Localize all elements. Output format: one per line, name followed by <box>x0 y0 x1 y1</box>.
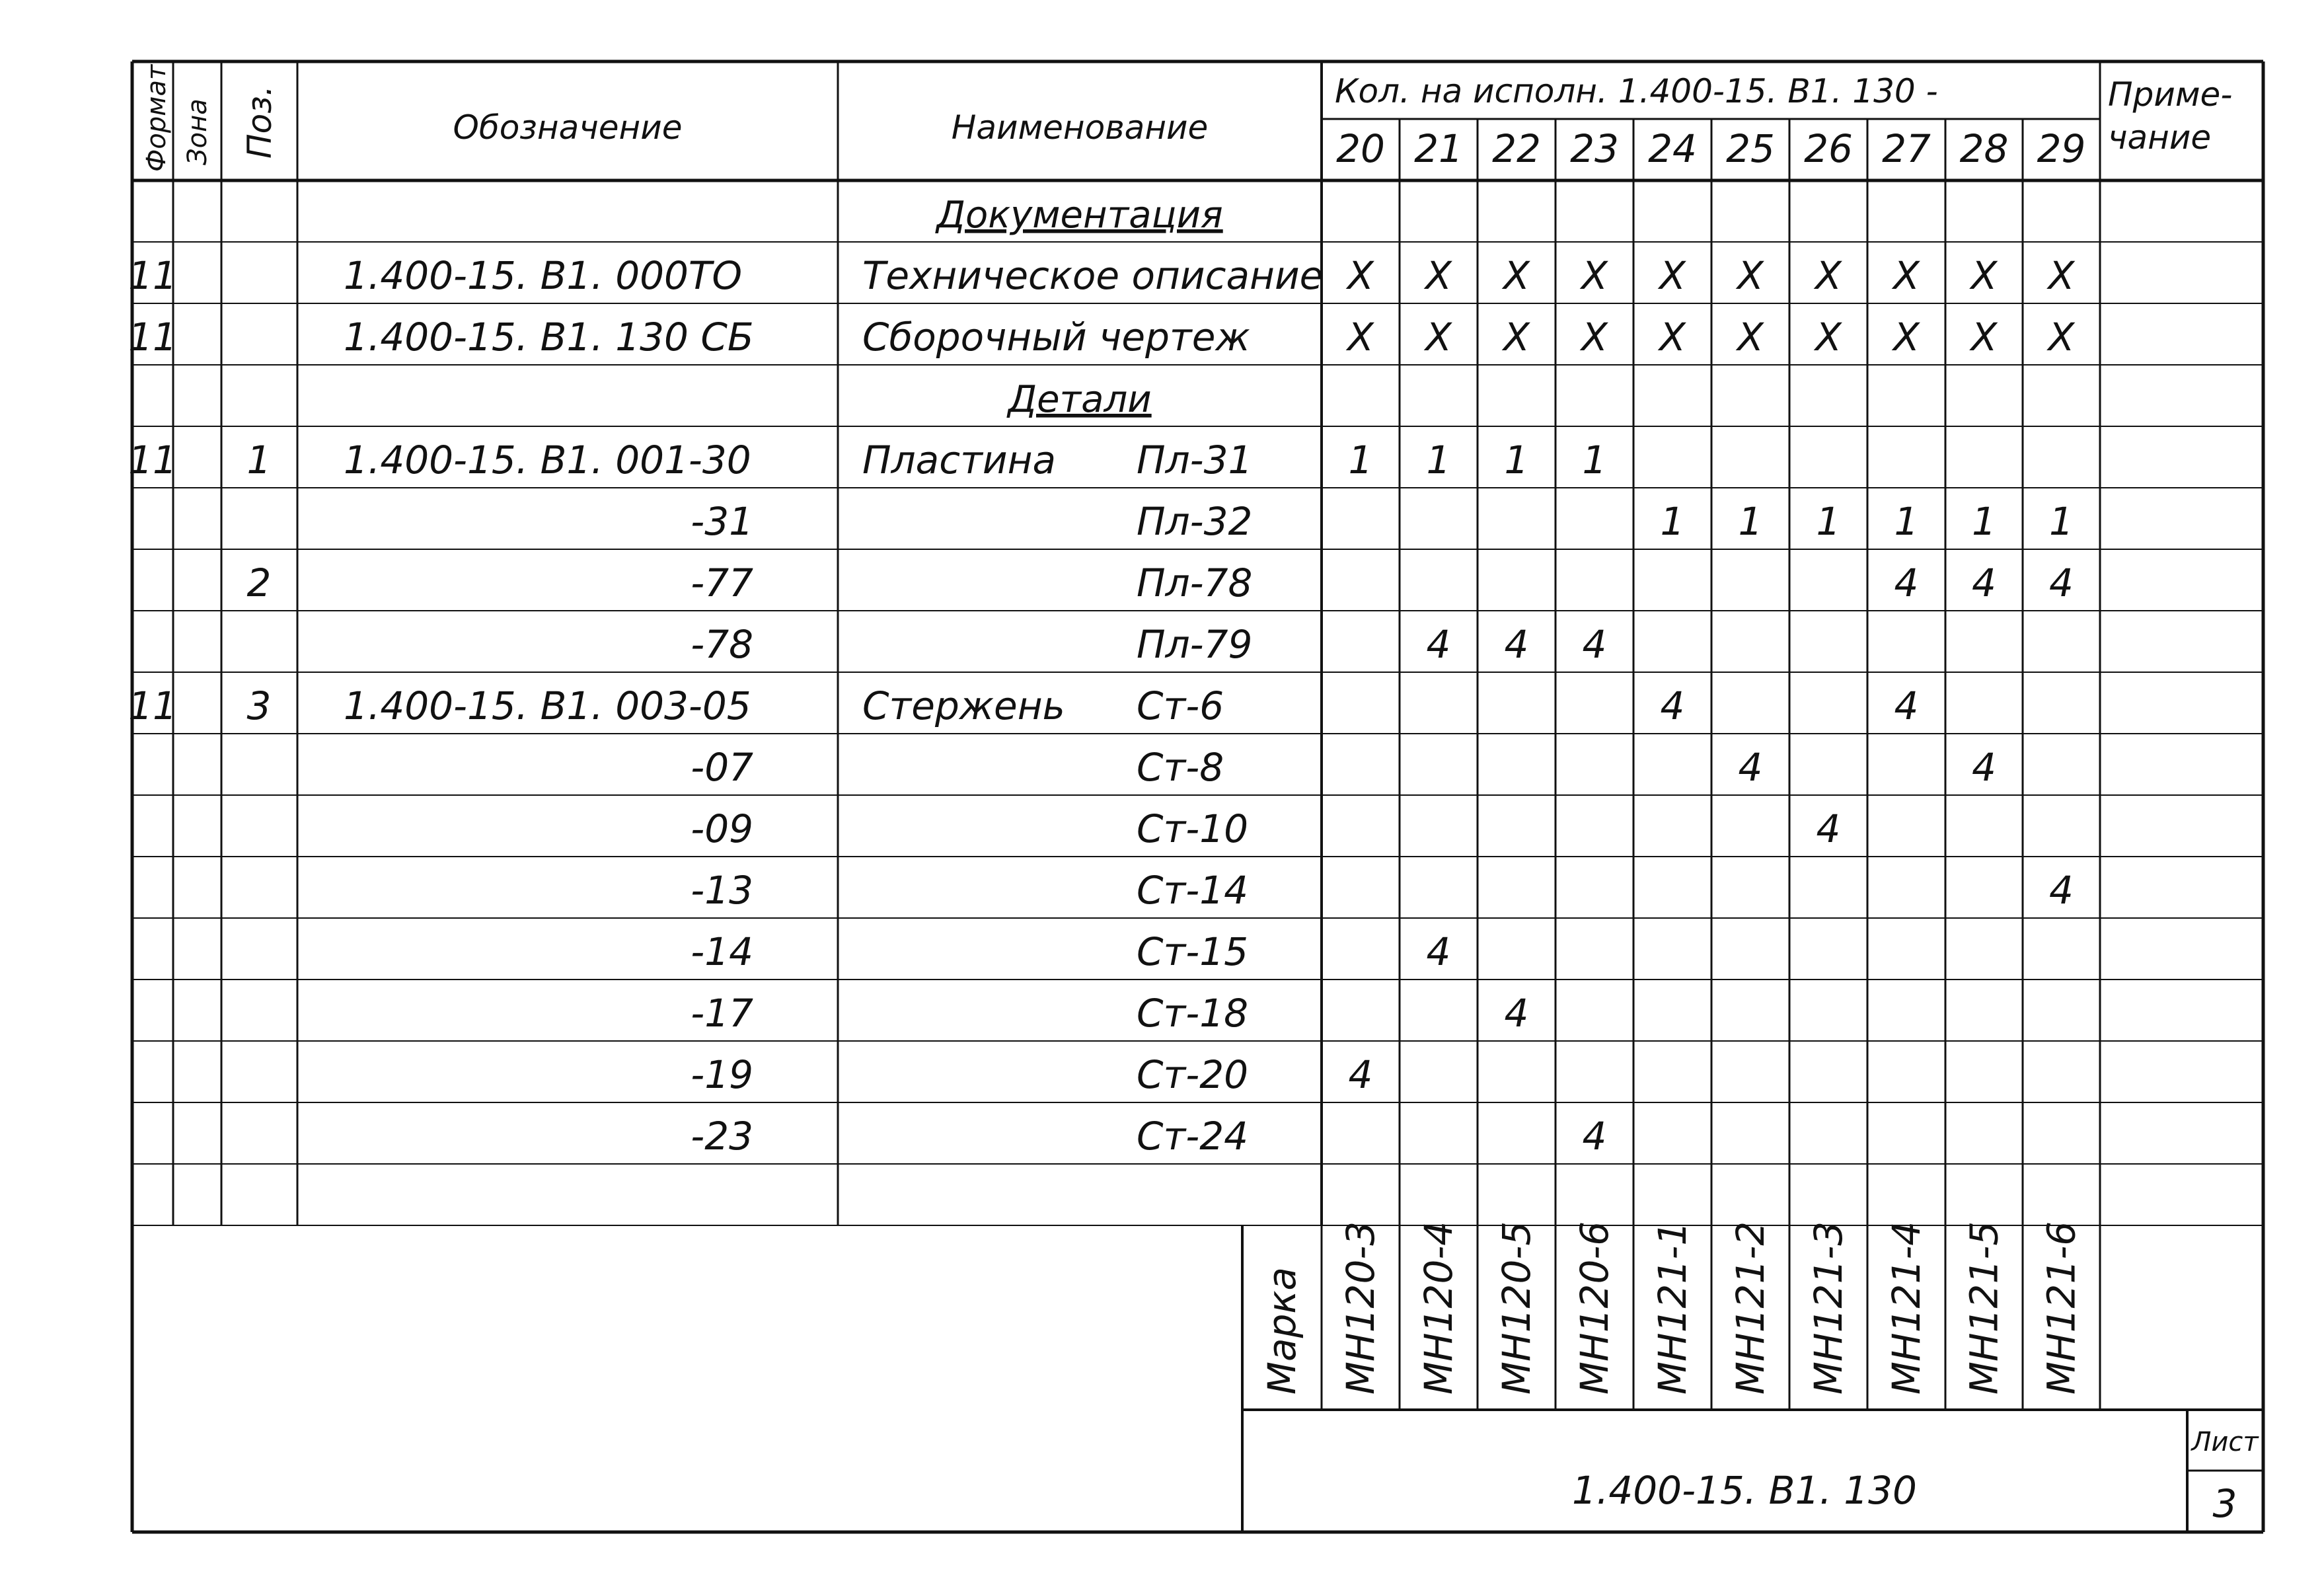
row-2-name: Сборочный чертеж <box>862 315 1250 360</box>
row-2-qty-22: X <box>1503 315 1530 360</box>
row-6-pos: 2 <box>246 560 272 605</box>
row-4-qty-21: 1 <box>1426 438 1451 482</box>
row-2-qty-28: X <box>1970 315 1998 360</box>
header-zone: Зона <box>182 98 213 165</box>
row-2-format: 11 <box>128 315 177 360</box>
row-15-mark: Ст-24 <box>1137 1114 1249 1159</box>
row-8-pos: 3 <box>246 683 272 728</box>
row-11-qty-29: 4 <box>2049 868 2074 913</box>
row-10-mark: Ст-10 <box>1137 806 1249 851</box>
row-9-qty-25: 4 <box>1738 745 1763 790</box>
row-13-qty-22: 4 <box>1504 991 1529 1036</box>
row-1-qty-28: X <box>1970 253 1998 298</box>
header-name: Наименование <box>951 108 1209 147</box>
row-6-designation: -77 <box>691 560 753 605</box>
marka-МН121-1: МН121-1 <box>1650 1221 1695 1395</box>
row-6-mark: Пл-78 <box>1137 560 1253 605</box>
row-13-mark: Ст-18 <box>1137 991 1249 1036</box>
row-7-qty-22: 4 <box>1504 622 1529 667</box>
row-2-qty-25: X <box>1737 315 1764 360</box>
row-7-designation: -78 <box>691 622 753 667</box>
section-Документация: Документация <box>936 194 1223 237</box>
row-1-qty-25: X <box>1737 253 1764 298</box>
marka-МН121-3: МН121-3 <box>1806 1221 1851 1395</box>
document-designation: 1.400-15. В1. 130 <box>1572 1468 1917 1513</box>
marka-МН120-4: МН120-4 <box>1416 1221 1461 1395</box>
row-2-designation: 1.400-15. В1. 130 СБ <box>344 315 754 360</box>
row-13-designation: -17 <box>691 991 753 1036</box>
row-8-qty-24: 4 <box>1660 683 1685 728</box>
row-14-designation: -19 <box>691 1052 753 1097</box>
marka-row <box>1259 1221 2084 1395</box>
marka-МН121-4: МН121-4 <box>1884 1221 1929 1395</box>
marka-МН120-6: МН120-6 <box>1572 1221 1617 1395</box>
row-5-qty-29: 1 <box>2049 499 2074 544</box>
row-1-qty-27: X <box>1893 253 1920 298</box>
row-4-format: 11 <box>128 438 177 482</box>
row-8-format: 11 <box>128 683 177 728</box>
header-qty-title: Кол. на исполн. 1.400-15. В1. 130 - <box>1335 72 1938 110</box>
row-1-qty-26: X <box>1815 253 1842 298</box>
row-14-mark: Ст-20 <box>1137 1052 1249 1097</box>
row-1-name: Техническое описание <box>862 253 1324 298</box>
row-12-qty-21: 4 <box>1426 929 1451 974</box>
row-7-qty-21: 4 <box>1426 622 1451 667</box>
row-1-qty-21: X <box>1425 253 1452 298</box>
row-8-qty-27: 4 <box>1894 683 1919 728</box>
header-variant-28: 28 <box>1959 126 2009 171</box>
row-6-qty-29: 4 <box>2049 560 2074 605</box>
row-4-qty-20: 1 <box>1348 438 1373 482</box>
row-5-qty-25: 1 <box>1738 499 1763 544</box>
row-5-mark: Пл-32 <box>1137 499 1253 544</box>
row-14-qty-20: 4 <box>1348 1052 1373 1097</box>
header-variant-23: 23 <box>1570 126 1619 171</box>
row-5-designation: -31 <box>691 499 753 544</box>
header-designation: Обозначение <box>453 108 683 147</box>
row-15-qty-23: 4 <box>1582 1114 1607 1159</box>
row-1-format: 11 <box>128 253 177 298</box>
row-2-qty-29: X <box>2048 315 2075 360</box>
header-note-line-1: чание <box>2108 118 2212 157</box>
header-variant-29: 29 <box>2037 126 2086 171</box>
header-format: Формат <box>141 64 172 172</box>
row-1-designation: 1.400-15. В1. 000ТО <box>344 253 742 298</box>
row-11-designation: -13 <box>691 868 753 913</box>
row-4-mark: Пл-31 <box>1137 438 1253 482</box>
header-variant-27: 27 <box>1882 126 1931 171</box>
table-header <box>141 63 2232 172</box>
row-12-designation: -14 <box>691 929 753 974</box>
row-2-qty-23: X <box>1581 315 1608 360</box>
row-4-qty-23: 1 <box>1582 438 1607 482</box>
row-5-qty-27: 1 <box>1894 499 1919 544</box>
row-4-pos: 1 <box>246 438 272 482</box>
marka-МН121-2: МН121-2 <box>1728 1221 1773 1395</box>
row-4-qty-22: 1 <box>1504 438 1529 482</box>
row-1-qty-29: X <box>2048 253 2075 298</box>
row-1-qty-24: X <box>1659 253 1686 298</box>
sheet-number: 3 <box>2212 1481 2237 1526</box>
row-2-qty-21: X <box>1425 315 1452 360</box>
row-2-qty-24: X <box>1659 315 1686 360</box>
sheet-label: Лист <box>2191 1427 2259 1457</box>
row-12-mark: Ст-15 <box>1137 929 1249 974</box>
row-5-qty-28: 1 <box>1972 499 1996 544</box>
row-8-name: Стержень <box>862 683 1065 728</box>
marka-МН121-5: МН121-5 <box>1961 1221 2007 1395</box>
row-10-qty-26: 4 <box>1816 806 1841 851</box>
title-block <box>1572 1427 2259 1526</box>
header-variant-25: 25 <box>1726 126 1775 171</box>
marka-МН120-5: МН120-5 <box>1494 1221 1539 1395</box>
row-1-qty-20: X <box>1347 253 1374 298</box>
row-4-name: Пластина <box>862 438 1057 482</box>
row-1-qty-23: X <box>1581 253 1608 298</box>
row-8-mark: Ст-6 <box>1137 683 1224 728</box>
header-variant-20: 20 <box>1336 126 1385 171</box>
header-note-line-0: Приме- <box>2108 75 2233 114</box>
row-9-designation: -07 <box>691 745 753 790</box>
row-4-designation: 1.400-15. В1. 001-30 <box>344 438 751 482</box>
row-10-designation: -09 <box>691 806 753 851</box>
row-2-qty-26: X <box>1815 315 1842 360</box>
row-8-designation: 1.400-15. В1. 003-05 <box>344 683 751 728</box>
header-pos: Поз. <box>241 85 279 159</box>
row-2-qty-27: X <box>1893 315 1920 360</box>
header-variant-26: 26 <box>1804 126 1853 171</box>
marka-МН120-3: МН120-3 <box>1338 1221 1383 1395</box>
row-2-qty-20: X <box>1347 315 1374 360</box>
row-5-qty-26: 1 <box>1816 499 1841 544</box>
section-Детали: Детали <box>1008 378 1152 421</box>
header-variant-24: 24 <box>1648 126 1697 171</box>
row-9-mark: Ст-8 <box>1137 745 1224 790</box>
row-1-qty-22: X <box>1503 253 1530 298</box>
header-variant-21: 21 <box>1414 126 1463 171</box>
row-6-qty-28: 4 <box>1972 560 1996 605</box>
table-body <box>128 194 2076 1159</box>
row-7-qty-23: 4 <box>1582 622 1607 667</box>
row-5-qty-24: 1 <box>1660 499 1685 544</box>
row-11-mark: Ст-14 <box>1137 868 1249 913</box>
marka-label: Марка <box>1259 1267 1304 1395</box>
row-9-qty-28: 4 <box>1972 745 1996 790</box>
marka-МН121-6: МН121-6 <box>2039 1221 2084 1395</box>
header-variant-22: 22 <box>1492 126 1541 171</box>
row-6-qty-27: 4 <box>1894 560 1919 605</box>
row-7-mark: Пл-79 <box>1137 622 1253 667</box>
row-15-designation: -23 <box>691 1114 753 1159</box>
